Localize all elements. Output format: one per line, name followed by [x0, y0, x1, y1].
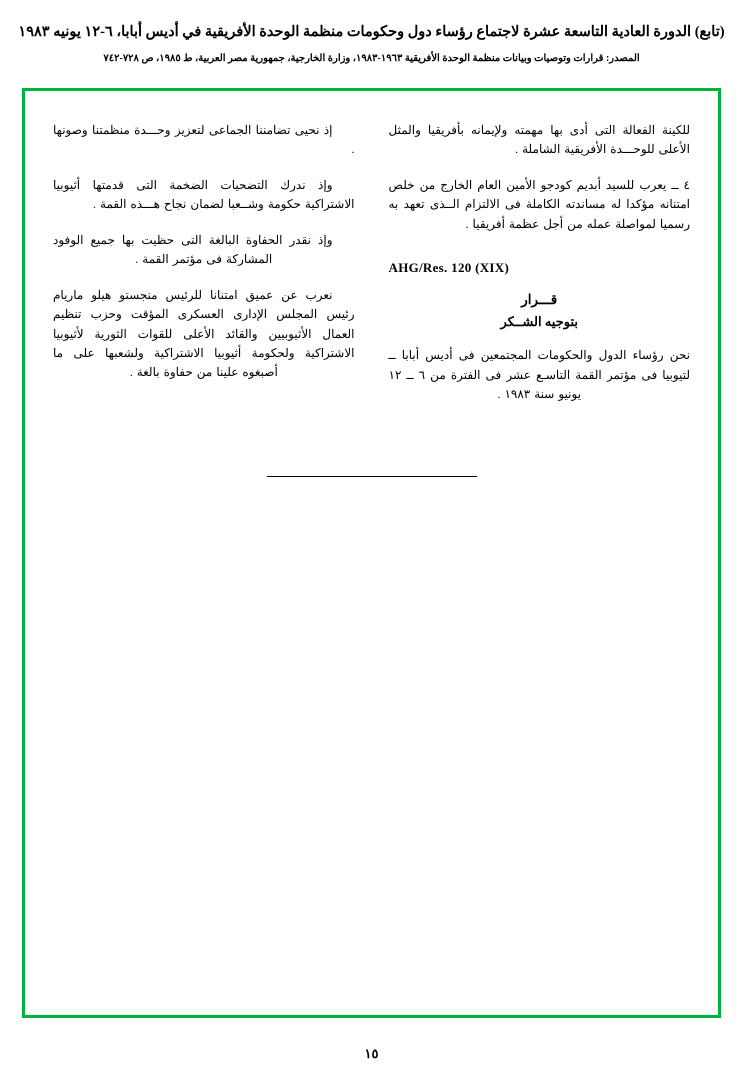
- page-title: (تابع) الدورة العادية التاسعة عشرة لاجتماع رؤساء دول وحكومات منظمة الوحدة الأفريقية في أديس أبابا، ٦-١٢ يونيه ١٩٨٣: [18, 24, 725, 40]
- resolution-preamble: نحن رؤساء الدول والحكومات المجتمعين فى أديس أبابا ــ لتيوبيا فى مؤتمر القمة التاسـع عشر فى الفترة من ٦ ــ ١٢ يونيو سنة ١٩٨٣ .: [388, 348, 690, 402]
- right-column: [389, 121, 691, 421]
- source-line: المصدر: قرارات وتوصيات وبيانات منظمة الوحدة الأفريقية ١٩٦٣-١٩٨٣، وزارة الخارجية، جمهورية مصر العربية، ط ١٩٨٥، ص ٧٢٨-٧٤٢: [103, 53, 640, 65]
- resolution-subtitle: بتوجيه الشــكر: [500, 314, 579, 330]
- resolution-title: قـــرار: [521, 292, 558, 308]
- paragraph: للكينة الفعالة التى أدى بها مهمته ولإيمانه بأفريقيا والمثل الأعلى للوحـــدة الأفريقية الشاملة .: [388, 123, 690, 157]
- content-frame: [22, 88, 721, 1018]
- page-number: ١٥: [364, 1046, 379, 1061]
- paragraph: نعرب عن عميق امتنانا للرئيس منجستو هيلو ماريام رئيس المجلس الإدارى العسكرى المؤقت وحزب تنظيم العمال الأثيوبيين والقائد الأعلى للقوات الثورية لأثيوبيا الاشتراكية ولحكومة أثيوبيا الاشتراكية ولشعبها على ما أصبغوه علينا من حفاوة بالغة .: [53, 287, 355, 380]
- document-header: [0, 22, 743, 66]
- paragraph: وإذ نقدر الحفاوة البالغة التى حظيت بها جميع الوفود المشاركة فى مؤتمر القمة .: [53, 232, 333, 267]
- resolution-code: AHG/Res. 120 (XIX): [388, 260, 510, 276]
- left-column: [53, 121, 355, 421]
- section-divider: [267, 476, 477, 477]
- paragraph: إذ نحيى تضامننا الجماعى لتعزيز وحـــدة منظمتنا وصونها .: [53, 123, 355, 157]
- two-column-body: [53, 121, 690, 421]
- paragraph: ٤ ــ يعرب للسيد أبديم كودجو الأمين العام الخارج من خلص امتنانه مؤكدا له مساندته الكاملة فى الالتزام الــذى تعهد به رسميا لمواصلة عمله من أجل عظمة أفريقيا .: [388, 177, 690, 231]
- paragraph: وإذ ندرك التضحيات الضخمة التى قدمتها أثيوبيا الاشتراكية حكومة وشــعبا لضمان نجاح هـــذه القمة .: [53, 177, 355, 212]
